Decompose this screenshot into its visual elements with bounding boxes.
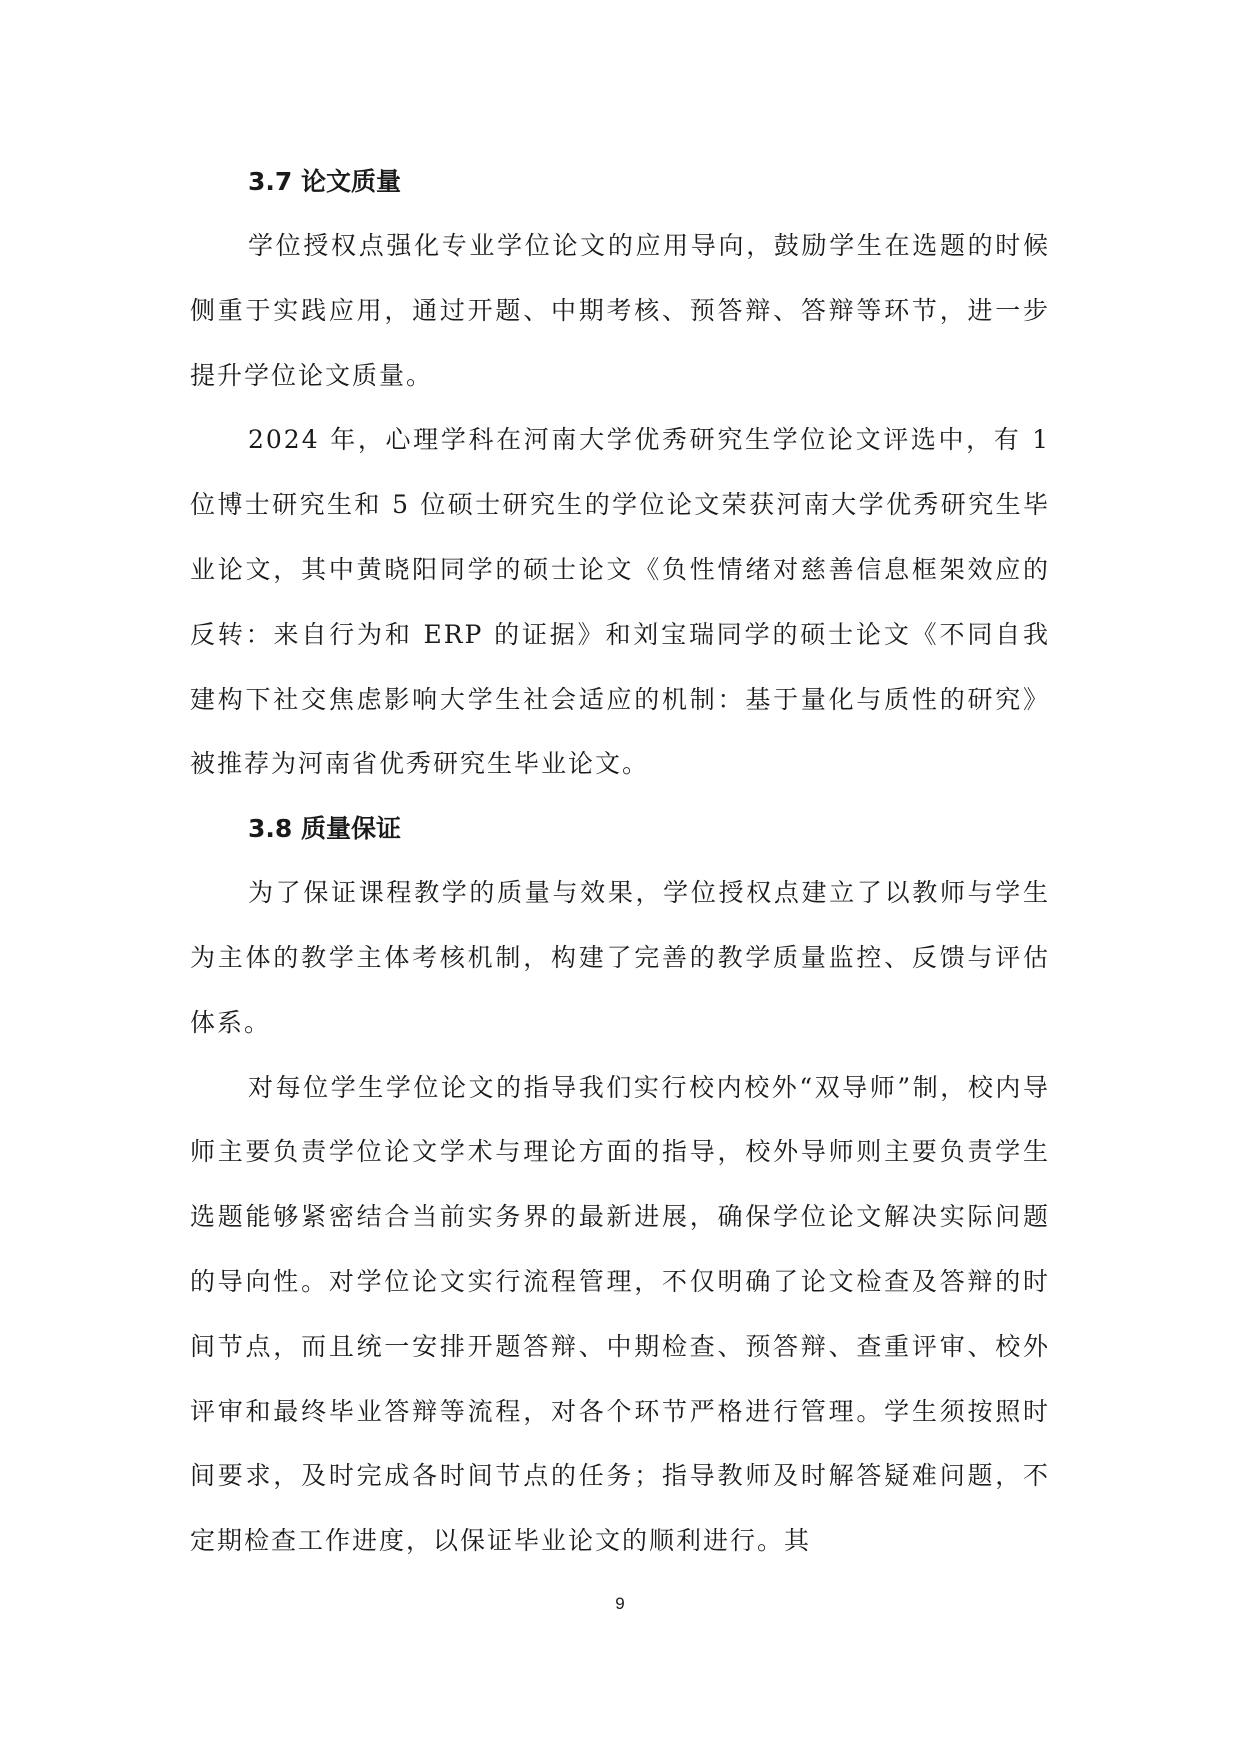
paragraph-3-7-1: 学位授权点强化专业学位论文的应用导向，鼓励学生在选题的时候侧重于实践应用，通过开题、中期考核、预答辩、答辩等环节，进一步提升学位论文质量。: [190, 231, 1050, 390]
paragraph-3-8-1: 为了保证课程教学的质量与效果，学位授权点建立了以教师与学生为主体的教学主体考核机制，构建了完善的教学质量监控、反馈与评估体系。: [190, 878, 1050, 1037]
document-body: [190, 150, 1050, 1574]
paragraph-3-8-2: 对每位学生学位论文的指导我们实行校内校外“双导师”制，校内导师主要负责学位论文学术与理论方面的指导，校外导师则主要负责学生选题能够紧密结合当前实务界的最新进展，确保学位论文解决实际问题的导向性。对学位论文实行流程管理，不仅明确了论文检查及答辩的时间节点，而且统一安排开题答辩、中期检查、预答辩、查重评审、校外评审和最终毕业答辩等流程，对各个环节严格进行管理。学生须按照时间要求，及时完成各时间节点的任务；指导教师及时解答疑难问题，不定期检查工作进度，以保证毕业论文的顺利进行。其: [190, 1072, 1050, 1556]
section-heading-3-8: 3.8 质量保证: [248, 814, 401, 844]
paragraph-3-7-2: 2024 年，心理学科在河南大学优秀研究生学位论文评选中，有 1 位博士研究生和 5 位硕士研究生的学位论文荣获河南大学优秀研究生毕业论文，其中黄晓阳同学的硕士论文《负性情绪对慈善信息框架效应的反转：来自行为和 ERP 的证据》和刘宝瑞同学的硕士论文《不同自我建构下社交焦虑影响大学生社会适应的机制：基于量化与质性的研究》被推荐为河南省优秀研究生毕业论文。: [190, 425, 1050, 779]
page-number: 9: [615, 1594, 625, 1613]
section-heading-3-7: 3.7 论文质量: [248, 167, 401, 196]
